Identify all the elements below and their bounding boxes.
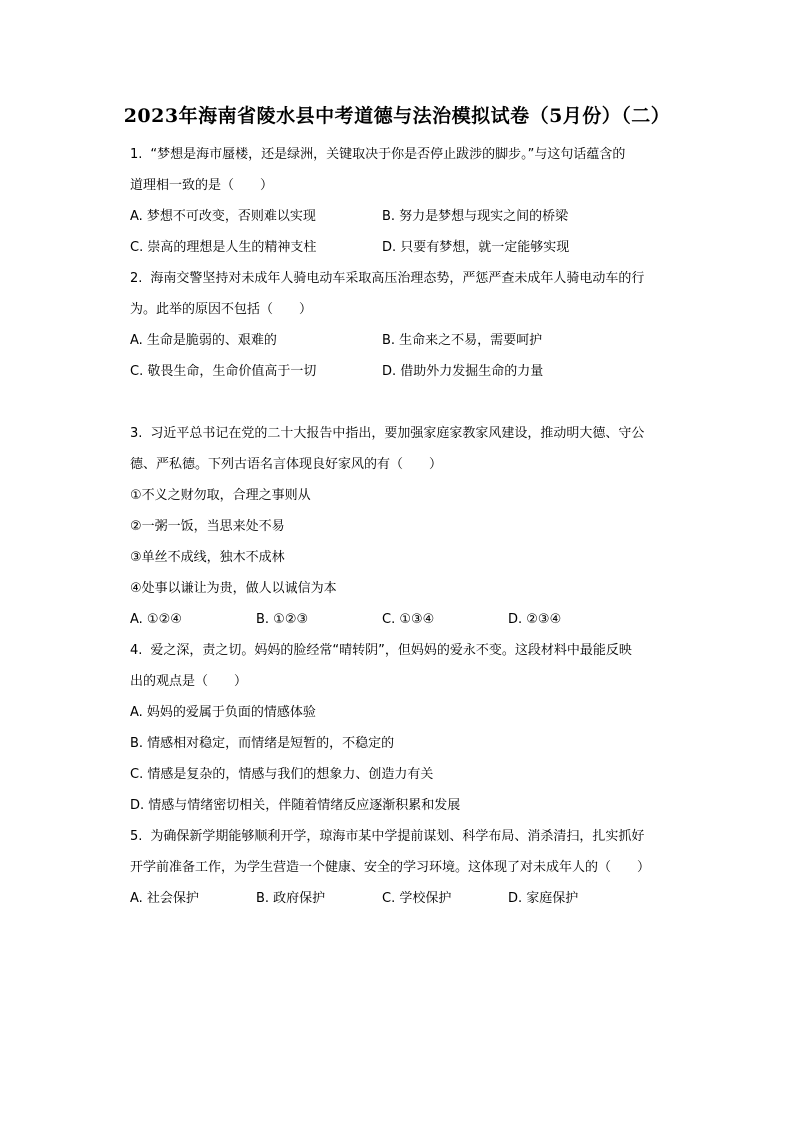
question-3-statement-3: ③单丝不成线，独木不成林	[130, 550, 285, 565]
question-5-option-d: D. 家庭保护	[508, 891, 579, 906]
question-5-option-a: A. 社会保护	[130, 891, 199, 906]
question-3-statement-1: ①不义之财勿取，合理之事则从	[130, 488, 311, 503]
question-3-stem-line-1: 3. 习近平总书记在党的二十大报告中指出，要加强家庭家教家风建设，推动明大德、守公	[130, 426, 645, 441]
question-4-option-d: D. 情感与情绪密切相关，伴随着情绪反应逐渐积累和发展	[130, 798, 461, 813]
question-3-stem-line-2: 德、严私德。下列古语名言体现良好家风的有（ ）	[130, 457, 443, 472]
exam-title: 2023年海南省陵水县中考道德与法治模拟试卷（5月份）（二）	[123, 105, 671, 127]
question-1-stem-line-1: 1. “梦想是海市蜃楼，还是绿洲，关键取决于你是否停止跋涉的脚步。”与这句话蕴含的	[130, 147, 626, 162]
question-3-statement-2: ②一粥一饭，当思来处不易	[130, 519, 285, 534]
question-4-stem-line-1: 4. 爱之深，责之切。妈妈的脸经常“晴转阴”，但妈妈的爱永不变。这段材料中最能反映	[130, 643, 632, 658]
question-2-option-c: C. 敬畏生命，生命价值高于一切	[130, 364, 317, 379]
question-1-stem-line-2: 道理相一致的是（ ）	[130, 178, 274, 193]
question-4-option-b: B. 情感相对稳定，而情绪是短暂的，不稳定的	[130, 736, 395, 751]
question-2-stem-line-2: 为。此举的原因不包括（ ）	[130, 302, 313, 317]
question-1-number: 1.	[130, 147, 143, 162]
question-2-option-d: D. 借助外力发掘生命的力量	[382, 364, 544, 379]
question-5-option-c: C. 学校保护	[382, 891, 452, 906]
question-3-option-b: B. ①②③	[256, 612, 309, 627]
question-2-stem-line-1: 2. 海南交警坚持对未成年人骑电动车采取高压治理态势，严惩严查未成年人骑电动车的行	[130, 271, 645, 286]
question-4-number: 4.	[130, 643, 143, 658]
question-1-option-b: B. 努力是梦想与现实之间的桥梁	[382, 209, 569, 224]
question-4-option-c: C. 情感是复杂的，情感与我们的想象力、创造力有关	[130, 767, 434, 782]
question-4-option-a: A. 妈妈的爱属于负面的情感体验	[130, 705, 316, 720]
question-5-stem-line-2: 开学前准备工作，为学生营造一个健康、安全的学习环境。这体现了对未成年人的（ ）	[130, 860, 651, 875]
question-5-number: 5.	[130, 829, 143, 844]
question-2-option-b: B. 生命来之不易，需要呵护	[382, 333, 543, 348]
question-3-option-a: A. ①②④	[130, 612, 182, 627]
question-2-option-a: A. 生命是脆弱的、艰难的	[130, 333, 277, 348]
question-2-number: 2.	[130, 271, 143, 286]
question-5-stem-line-1: 5. 为确保新学期能够顺利开学，琼海市某中学提前谋划、科学布局、消杀清扫，扎实抓好	[130, 829, 645, 844]
question-3-statement-4: ④处事以谦让为贵，做人以诚信为本	[130, 581, 337, 596]
question-5-option-b: B. 政府保护	[256, 891, 326, 906]
question-4-stem-line-2: 出的观点是（ ）	[130, 674, 248, 689]
question-3-number: 3.	[130, 426, 143, 441]
question-3-option-c: C. ①③④	[382, 612, 435, 627]
question-1-option-d: D. 只要有梦想，就一定能够实现	[382, 240, 570, 255]
question-3-option-d: D. ②③④	[508, 612, 562, 627]
question-1-option-c: C. 崇高的理想是人生的精神支柱	[130, 240, 317, 255]
question-1-option-a: A. 梦想不可改变，否则难以实现	[130, 209, 316, 224]
